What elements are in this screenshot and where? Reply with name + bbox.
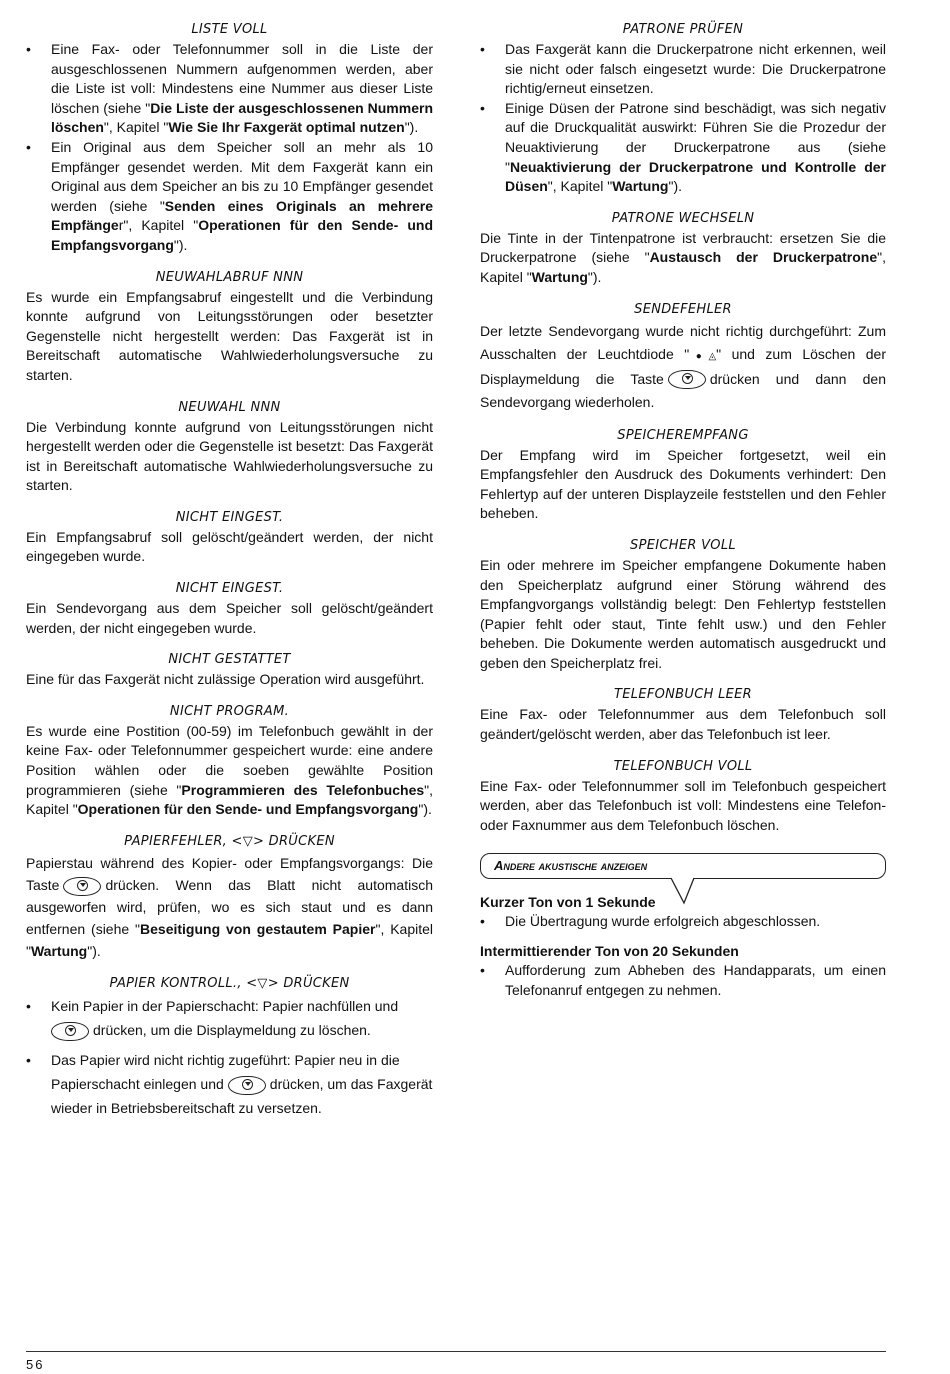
- left-column: [26, 22, 433, 1134]
- section-nicht-program: [26, 704, 433, 820]
- section-heading: PAPIERFEHLER, <▽> DRÜCKEN: [124, 833, 335, 849]
- bullet-list: [26, 40, 433, 256]
- paragraph: Ein Empfangsabruf soll gelöscht/geändert werden, der nicht eingegeben wurde.: [26, 528, 433, 565]
- stop-key-icon: [51, 1022, 89, 1041]
- callout-pointer-icon: [670, 877, 696, 905]
- list-item: • Einige Düsen der Patrone sind beschädigt, was sich negativ auf die Druckqualität auswirkt: Führen Sie die Prozedur der Neuaktivierung der Druckerpatrone aus (siehe "Neuaktivierung der Druckerpatrone und Kontrolle der Düsen", Kapitel "Wartung").: [480, 99, 886, 197]
- bullet-list: [480, 40, 886, 197]
- list-item: • Kein Papier in der Papierschacht: Papier nachfüllen und drücken, um die Displaymeldung zu löschen.: [26, 994, 433, 1042]
- callout-title: Andere akustische anzeigen: [494, 858, 648, 874]
- section-papier-kontroll: [26, 976, 433, 1120]
- paragraph: Eine Fax- oder Telefonnummer aus dem Telefonbuch soll geändert/gelöscht werden, aber das Telefonbuch ist leer.: [480, 706, 886, 743]
- section-heading: NEUWAHL NNN: [178, 399, 281, 415]
- section-heading: NICHT EINGEST.: [175, 509, 284, 525]
- list-item: • Aufforderung zum Abheben des Handapparats, um einen Telefonanruf entgegen zu nehmen.: [480, 961, 886, 1000]
- section-patrone-pruefen: [480, 22, 886, 197]
- stop-key-icon: [228, 1076, 266, 1095]
- bullet-list: [26, 994, 433, 1120]
- section-heading: LISTE VOLL: [191, 22, 268, 37]
- section-heading: NICHT PROGRAM.: [169, 703, 290, 719]
- section-sendefehler: [480, 302, 886, 414]
- paragraph: Eine Fax- oder Telefonnummer soll im Telefonbuch gespeichert werden, aber das Telefonbuch ist voll: Mindestens eine Telefon- oder Faxnummer aus dem Telefonbuch löschen.: [480, 777, 886, 833]
- section-heading: NICHT EINGEST.: [175, 581, 284, 597]
- section-heading: NICHT GESTATTET: [168, 652, 291, 668]
- section-heading: PAPIER KONTROLL., <▽> DRÜCKEN: [109, 975, 350, 991]
- list-item: • Die Übertragung wurde erfolgreich abgeschlossen.: [480, 912, 886, 932]
- section-heading: SPEICHEREMPFANG: [617, 427, 749, 443]
- list-item: • Das Papier wird nicht richtig zugeführt: Papier neu in die Papierschacht einlegen und drücken, um das Faxgerät wieder in Betriebsbereitschaft zu versetzen.: [26, 1048, 433, 1120]
- section-neuwahl: [26, 400, 433, 496]
- section-heading: NEUWAHLABRUF NNN: [155, 269, 304, 285]
- paragraph: Der letzte Sendevorgang wurde nicht richtig durchgeführt: Zum Ausschalten der Leuchtdiode "●◬" und zum Löschen der Displaymeldung die Taste drücken und dann den Sendevorgang wiederholen.: [480, 322, 887, 410]
- section-heading: TELEFONBUCH LEER: [614, 687, 752, 703]
- paragraph: Der Empfang wird im Speicher fortgesetzt, weil ein Empfangsfehler den Ausdruck des Dokuments verhindert: Den Fehlertyp auf der unteren Displayzeile feststellen und den Fehler beheben.: [480, 446, 886, 522]
- paragraph: Es wurde eine Postition (00-59) im Telefonbuch gewählt in der keine Fax- oder Telefonnummer gespeichert wurde: eine andere Position wählen oder die soeben gewählte Position programmieren (siehe "Programmieren des Telefonbuches", Kapitel "Operationen für den Sende- und Empfangsvorgang").: [26, 722, 433, 818]
- section-heading: SPEICHER VOLL: [630, 537, 736, 553]
- section-papierfehler: [26, 834, 433, 962]
- stop-key-icon: [668, 370, 706, 389]
- section-nicht-eingest-1: [26, 510, 433, 567]
- stop-key-icon: [63, 877, 101, 896]
- section-liste-voll: [26, 22, 433, 256]
- section-patrone-wechseln: [480, 211, 886, 288]
- subheading: Kurzer Ton von 1 Sekunde: [480, 894, 656, 911]
- right-column: [480, 22, 886, 1000]
- led-indicator-icon: ●◬: [689, 350, 717, 362]
- section-heading: PATRONE PRÜFEN: [622, 22, 744, 37]
- paragraph: Ein Sendevorgang aus dem Speicher soll gelöscht/geändert werden, der nicht eingegeben wurde.: [26, 600, 433, 636]
- paragraph: Ein oder mehrere im Speicher empfangene Dokumente haben den Speicherplatz aufgrund einer Störung während des Empfangvorgangs vollständig belegt: Den Fehlertyp feststellen (Papier fehlt oder staut, Tinte fehlt usw.) und den Fehler beheben. Die Dokumente werden automatisch ausgedruckt und geben den Speicherplatz frei.: [480, 556, 886, 671]
- section-heading: PATRONE WECHSELN: [611, 210, 755, 226]
- paragraph: Es wurde ein Empfangsabruf eingestellt und die Verbindung konnte aufgrund von Leitungsstörungen oder besetzter Gegenstelle nicht hergestellt werden: Das Faxgerät ist in Bereitschaft automatische Wahlwiederholungsversuche zu starten.: [26, 288, 433, 383]
- section-telefonbuch-leer: [480, 687, 886, 744]
- list-item: • Das Faxgerät kann die Druckerpatrone nicht erkennen, weil sie nicht oder falsch eingesetzt wurde: Die Druckerpatrone richtig/erneut einsetzen.: [480, 40, 886, 99]
- section-telefonbuch-voll: [480, 759, 886, 836]
- bullet-list: [480, 912, 886, 932]
- paragraph: Papierstau während des Kopier- oder Empfangsvorgangs: Die Taste drücken. Wenn das Blatt nicht automatisch ausgeworfen wird, prüfen, wo es sich staut und es dann entfernen (siehe "Beseitigung von gestautem Papier", Kapitel "Wartung").: [26, 854, 434, 959]
- section-speicherempfang: [480, 428, 886, 524]
- acoustic-signals: [480, 893, 886, 1000]
- paragraph: Die Verbindung konnte aufgrund von Leitungsstörungen nicht hergestellt werden oder die Gegenstelle ist besetzt: Das Faxgerät ist in Bereitschaft automatische Wahlwiederholungsversuche zu starten.: [26, 418, 433, 494]
- page-number: 56: [26, 1357, 45, 1372]
- paragraph: Eine für das Faxgerät nicht zulässige Operation wird ausgeführt.: [26, 671, 425, 688]
- list-item: • Ein Original aus dem Speicher soll an mehr als 10 Empfänger gesendet werden. Mit dem Faxgerät kann ein Original aus dem Speicher an bis zu 10 Empfänger gesendet werden (siehe "Senden eines Originals an mehrere Empfänger", Kapitel "Operationen für den Sende- und Empfangsvorgang").: [26, 138, 433, 256]
- section-nicht-eingest-2: [26, 581, 433, 638]
- paragraph: Die Tinte in der Tintenpatrone ist verbraucht: ersetzen Sie die Druckerpatrone (siehe "Austausch der Druckerpatrone", Kapitel "Wartung").: [480, 229, 886, 285]
- list-item: • Eine Fax- oder Telefonnummer soll in die Liste der ausgeschlossenen Nummern aufgenommen werden, aber die Liste ist voll: Mindestens eine Nummer aus dieser Liste löschen (siehe "Die Liste der ausgeschlossenen Nummern löschen", Kapitel "Wie Sie Ihr Faxgerät optimal nutzen").: [26, 40, 433, 138]
- bullet-list: [480, 961, 886, 1000]
- subheading: Intermittierender Ton von 20 Sekunden: [480, 943, 739, 960]
- footer-divider: [26, 1351, 886, 1352]
- section-nicht-gestattet: [26, 652, 433, 690]
- callout-heading-box: [480, 853, 886, 883]
- section-speicher-voll: [480, 538, 886, 674]
- section-heading: TELEFONBUCH VOLL: [613, 758, 753, 774]
- section-neuwahlabruf: [26, 270, 433, 386]
- section-heading: SENDEFEHLER: [634, 301, 732, 317]
